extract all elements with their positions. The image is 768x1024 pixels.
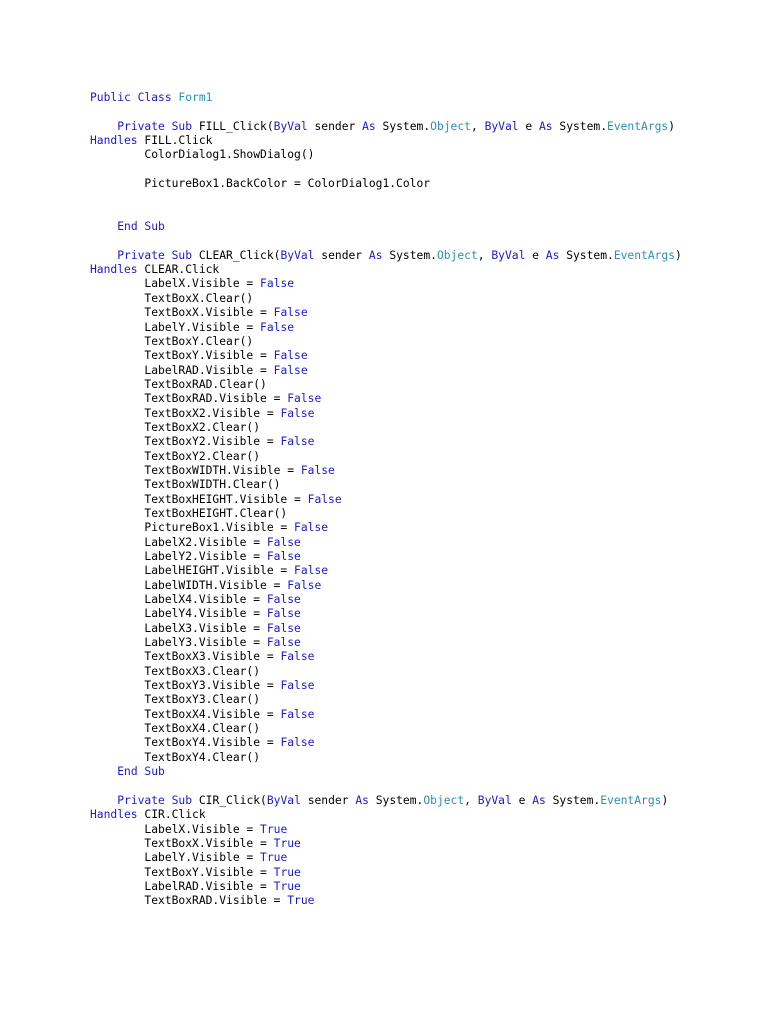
code-token: LabelY3.Visible = xyxy=(90,636,267,650)
code-token: TextBoxY2.Clear() xyxy=(90,449,261,463)
code-token: , xyxy=(464,793,478,807)
code-token: e xyxy=(511,793,533,807)
code-line xyxy=(90,521,760,535)
code-token: , xyxy=(470,119,485,133)
code-token: System. xyxy=(552,119,608,133)
code-token xyxy=(90,765,117,778)
keyword-token: False xyxy=(266,550,301,563)
code-token: , xyxy=(477,248,492,262)
keyword-token: False xyxy=(280,707,315,721)
code-line xyxy=(90,837,760,851)
keyword-token: Handles xyxy=(90,134,138,148)
type-token: Form1 xyxy=(178,91,213,104)
code-token: System. xyxy=(368,793,424,807)
code-line xyxy=(90,435,760,449)
code-line xyxy=(90,751,760,765)
code-line xyxy=(90,722,760,736)
code-line xyxy=(90,622,760,636)
code-token: System. xyxy=(545,793,601,807)
code-line xyxy=(90,679,760,693)
code-line xyxy=(90,693,760,707)
keyword-token: False xyxy=(300,463,335,477)
keyword-token: Private Sub xyxy=(117,793,193,807)
keyword-token: False xyxy=(294,521,329,535)
code-token: TextBoxRAD.Visible = xyxy=(90,392,288,406)
code-line xyxy=(90,421,760,435)
type-token: EventArgs xyxy=(613,248,676,262)
keyword-token: True xyxy=(260,851,288,865)
code-token: ) xyxy=(675,248,682,262)
keyword-token: As xyxy=(362,119,376,133)
code-token: TextBoxX.Clear() xyxy=(90,291,254,305)
code-token xyxy=(90,220,117,233)
code-line xyxy=(90,177,760,191)
code-line xyxy=(90,292,760,306)
keyword-token: Public Class xyxy=(90,91,179,104)
keyword-token: As xyxy=(538,119,553,133)
code-line xyxy=(90,163,760,177)
keyword-token: False xyxy=(280,406,315,420)
code-token: System. xyxy=(382,248,437,262)
code-token: PictureBox1.BackColor = ColorDialog1.Color xyxy=(90,177,431,191)
code-line xyxy=(90,894,760,908)
keyword-token: False xyxy=(273,349,308,363)
keyword-token: False xyxy=(280,650,315,664)
code-token: TextBoxY.Visible = xyxy=(90,349,274,363)
keyword-token: False xyxy=(266,636,301,650)
keyword-token: False xyxy=(287,578,322,592)
code-token: LabelX3.Visible = xyxy=(90,621,267,635)
code-line xyxy=(90,378,760,392)
code-token: TextBoxY4.Clear() xyxy=(90,750,261,764)
code-line xyxy=(90,234,760,248)
code-token: TextBoxX3.Clear() xyxy=(90,664,261,678)
code-line xyxy=(90,507,760,521)
code-line xyxy=(90,349,760,363)
keyword-token: True xyxy=(287,894,315,908)
code-token: TextBoxY.Clear() xyxy=(90,334,254,348)
code-line xyxy=(90,808,760,822)
code-token: TextBoxY3.Visible = xyxy=(90,679,281,693)
code-token: LabelY.Visible = xyxy=(90,851,261,865)
code-line xyxy=(90,607,760,621)
code-line xyxy=(90,263,760,277)
code-token: sender xyxy=(314,248,369,262)
code-line xyxy=(90,91,760,105)
code-line xyxy=(90,593,760,607)
code-line xyxy=(90,851,760,865)
code-token: FILL_Click( xyxy=(192,119,274,133)
keyword-token: False xyxy=(266,535,301,549)
code-token: LabelY4.Visible = xyxy=(90,607,267,621)
code-token: TextBoxY4.Visible = xyxy=(90,736,281,750)
code-token: TextBoxX2.Visible = xyxy=(90,406,281,420)
keyword-token: True xyxy=(273,865,301,879)
code-token: FILL.Click xyxy=(137,134,213,148)
code-line xyxy=(90,736,760,750)
code-token: TextBoxWIDTH.Clear() xyxy=(90,478,281,492)
code-line xyxy=(90,134,760,148)
code-token: LabelX.Visible = xyxy=(90,277,261,291)
code-token: sender xyxy=(307,119,363,133)
type-token: Object xyxy=(436,248,478,262)
keyword-token: ByVal xyxy=(273,119,308,133)
keyword-token: False xyxy=(273,306,308,320)
code-token: TextBoxX4.Visible = xyxy=(90,707,281,721)
code-line xyxy=(90,550,760,564)
code-line xyxy=(90,650,760,664)
code-token: LabelY2.Visible = xyxy=(90,550,267,563)
code-line xyxy=(90,880,760,894)
keyword-token: Handles xyxy=(90,263,138,277)
keyword-token: False xyxy=(287,392,322,406)
code-token: e xyxy=(525,248,546,262)
code-token: TextBoxX.Visible = xyxy=(90,306,274,320)
code-token: LabelX4.Visible = xyxy=(90,593,267,607)
code-token xyxy=(90,249,117,262)
code-line xyxy=(90,306,760,320)
keyword-token: As xyxy=(368,248,383,262)
keyword-token: False xyxy=(266,593,301,607)
code-line xyxy=(90,335,760,349)
code-line xyxy=(90,148,760,162)
keyword-token: False xyxy=(266,621,301,635)
code-line xyxy=(90,407,760,421)
keyword-token: End Sub xyxy=(117,765,165,779)
code-line xyxy=(90,392,760,406)
code-token: TextBoxWIDTH.Visible = xyxy=(90,463,301,477)
keyword-token: ByVal xyxy=(484,119,519,133)
code-token: LabelHEIGHT.Visible = xyxy=(90,564,295,578)
keyword-token: As xyxy=(532,793,546,807)
type-token: EventArgs xyxy=(600,793,662,807)
keyword-token: False xyxy=(307,492,342,506)
code-token: System. xyxy=(375,119,431,133)
code-token: ) xyxy=(661,793,669,807)
keyword-token: Handles xyxy=(90,808,138,822)
keyword-token: False xyxy=(280,435,315,449)
keyword-token: False xyxy=(260,277,295,291)
keyword-token: True xyxy=(273,836,301,850)
code-token: LabelRAD.Visible = xyxy=(90,363,274,377)
keyword-token: False xyxy=(266,607,301,621)
code-token: CIR.Click xyxy=(137,808,206,822)
code-token: PictureBox1.Visible = xyxy=(90,521,295,535)
keyword-token: ByVal xyxy=(477,793,512,807)
type-token: EventArgs xyxy=(607,119,669,133)
code-token: TextBoxX2.Clear() xyxy=(90,420,261,434)
code-token: LabelRAD.Visible = xyxy=(90,879,274,893)
code-token: ColorDialog1.ShowDialog() xyxy=(90,148,315,162)
code-line xyxy=(90,191,760,205)
code-token: TextBoxY2.Visible = xyxy=(90,435,281,449)
code-line xyxy=(90,120,760,134)
keyword-token: False xyxy=(260,320,295,334)
code-token xyxy=(90,794,117,807)
keyword-token: ByVal xyxy=(280,248,315,262)
code-token: TextBoxRAD.Clear() xyxy=(90,377,267,391)
code-token: e xyxy=(518,119,539,133)
code-token: TextBoxRAD.Visible = xyxy=(90,894,288,908)
code-line xyxy=(90,708,760,722)
keyword-token: Private Sub xyxy=(117,119,193,133)
code-token: TextBoxY.Visible = xyxy=(90,865,274,879)
code-line xyxy=(90,478,760,492)
code-token: ) xyxy=(668,119,676,133)
code-line xyxy=(90,493,760,507)
keyword-token: As xyxy=(355,793,369,807)
keyword-token: ByVal xyxy=(491,248,526,262)
code-token: TextBoxX.Visible = xyxy=(90,836,274,850)
keyword-token: False xyxy=(280,679,315,693)
code-line xyxy=(90,249,760,263)
code-line xyxy=(90,866,760,880)
code-line xyxy=(90,450,760,464)
code-line xyxy=(90,536,760,550)
type-token: Object xyxy=(430,119,471,133)
code-line xyxy=(90,579,760,593)
code-line xyxy=(90,321,760,335)
code-token: LabelY.Visible = xyxy=(90,320,261,334)
type-token: Object xyxy=(423,793,465,807)
code-token: LabelWIDTH.Visible = xyxy=(90,578,288,592)
code-token xyxy=(90,120,117,133)
code-line xyxy=(90,765,760,779)
code-line xyxy=(90,564,760,578)
code-token: TextBoxHEIGHT.Visible = xyxy=(90,492,308,506)
code-line xyxy=(90,464,760,478)
code-line xyxy=(90,823,760,837)
code-line xyxy=(90,780,760,794)
keyword-token: False xyxy=(273,363,308,377)
keyword-token: End Sub xyxy=(117,220,165,234)
code-line xyxy=(90,277,760,291)
code-line xyxy=(90,206,760,220)
code-token: LabelX.Visible = xyxy=(90,822,261,836)
keyword-token: As xyxy=(545,248,560,262)
code-token: sender xyxy=(300,793,356,807)
code-line xyxy=(90,364,760,378)
code-line xyxy=(90,220,760,234)
keyword-token: Private Sub xyxy=(117,248,193,262)
keyword-token: False xyxy=(280,736,315,750)
code-token: TextBoxY3.Clear() xyxy=(90,693,261,707)
keyword-token: False xyxy=(294,564,329,578)
code-token: TextBoxHEIGHT.Clear() xyxy=(90,506,288,520)
keyword-token: ByVal xyxy=(266,793,301,807)
code-line xyxy=(90,665,760,679)
code-token: CIR_Click( xyxy=(192,793,267,807)
code-token: LabelX2.Visible = xyxy=(90,535,267,549)
keyword-token: True xyxy=(273,879,301,893)
keyword-token: True xyxy=(260,822,288,836)
code-listing xyxy=(90,91,760,909)
code-token: TextBoxX3.Visible = xyxy=(90,650,281,664)
code-line xyxy=(90,636,760,650)
code-token: CLEAR.Click xyxy=(137,263,220,277)
code-line xyxy=(90,105,760,119)
code-token: CLEAR_Click( xyxy=(192,248,281,262)
code-token: System. xyxy=(559,248,614,262)
code-token: TextBoxX4.Clear() xyxy=(90,722,261,736)
code-line xyxy=(90,794,760,808)
